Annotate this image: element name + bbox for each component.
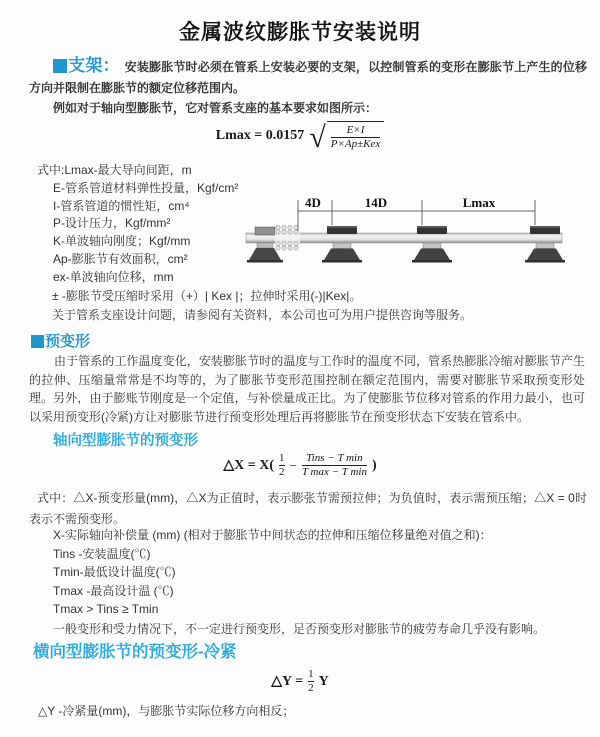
support-example-line: 例如对于轴向型膨胀节，它对管系支座的基本要求如图所示： <box>53 101 378 115</box>
support-lead-text: 安装膨胀节时必须在管系上安装必要的支架，以控制管系的变形在膨胀节上产生的位移方向并限制在膨胀节的额定位移范围内。 <box>29 60 587 95</box>
square-root-icon: √ <box>309 121 326 155</box>
symbol-item: Tmax -最高设计温 (℃) <box>53 583 174 598</box>
dim-label-14d: 14D <box>364 195 388 210</box>
fraction-numerator: Tins − T min <box>306 452 363 464</box>
one-half-fraction <box>279 452 285 479</box>
section-marker-icon <box>31 335 44 348</box>
support-section-intro <box>29 55 587 99</box>
predeform-paragraph: 由于管系的工作温度变化，安装膨胀节时的温度与工作时的温度不同，管系热膨胀冷缩对膨胀节产生的拉伸、压缩量常常是不均等的，为了膨胀节变形范围控制在额定范围内，需要对膨胀节采取预变形处理。另外，由于膨账节刚度是一个定值，与补偿量成正比。为了使膨胀节位移对管系的作用力最小，也可以采用预变形(冷紧)方让对膨胀节进行预变形处理后再将膨胀节在预变形状态下安装在管系中。 <box>29 354 585 424</box>
lateral-predeform-formula <box>0 668 600 695</box>
symbol-item: Tmin-最低设计温度(℃) <box>53 565 176 579</box>
lmax-formula <box>0 121 600 155</box>
axial-predeform-heading: 轴向型膨胀节的预变形 <box>53 433 198 449</box>
lateral-formula-rhs: Y <box>318 673 329 689</box>
lateral-note: △Y -冷紧量(mm)，与膨胀节实际位移方向相反； <box>38 704 295 718</box>
lmax-formula-denominator: P×Ap±Kex <box>330 138 381 151</box>
support-section-heading: 支架： <box>68 56 120 75</box>
temperature-fraction <box>302 452 367 479</box>
pipe-support-diagram <box>245 193 595 268</box>
symbol-definition-list <box>37 162 277 287</box>
axial-formula-close: ) <box>371 457 377 473</box>
plus-minus-note: ± -膨胀节受压缩时采用（+）| Kex |；拉伸时采用(-)|Kex|。 <box>52 289 362 303</box>
minus-operator: − <box>289 457 297 473</box>
symbol-item: X-实际轴向补偿量 (mm) (相对于膨胀节中间状态的拉伸和压缩位移量绝对值之和)： <box>53 528 492 542</box>
lmax-formula-numerator: E×I <box>346 124 365 136</box>
section-marker-icon <box>53 59 67 73</box>
fraction-denominator: 2 <box>308 682 314 695</box>
axial-symbol-list <box>53 526 585 619</box>
definition-item: P-设计压力，Kgf/mm² <box>53 216 171 231</box>
lateral-predeform-heading: 横向型膨胀节的预变形-冷紧 <box>33 643 237 661</box>
guide-support <box>412 226 452 263</box>
predeform-section-heading-row <box>31 330 90 351</box>
fraction-denominator: T max − T min <box>301 466 367 479</box>
definition-item: K-单波轴向刚度；Kgf/mm <box>53 234 191 249</box>
pipe-support-diagram-svg <box>245 193 595 268</box>
dim-label-lmax: Lmax <box>462 195 496 210</box>
lmax-formula-radicand <box>327 121 385 151</box>
predeform-section-heading: 预变形 <box>45 333 91 350</box>
symbol-item: Tins -安装温度(℃) <box>53 546 151 561</box>
definition-item: ex-单波轴向位移，mm <box>53 269 174 284</box>
definition-item: E-管系管道材料弹性投量，Kgf/cm² <box>53 180 239 195</box>
definition-item: I-管系管道的惯性矩，cm⁴ <box>53 198 190 213</box>
symbol-item: Tmax > Tins ≥ Tmin <box>53 602 159 616</box>
consult-note: 关于管系支座设计问题，请参阅有关资料，本公司也可为用户提供咨询等服务。 <box>52 308 473 322</box>
one-half-fraction <box>308 668 314 695</box>
axial-formula-lhs: △X = X( <box>223 458 275 474</box>
page-title: 金属波纹膨胀节安装说明 <box>179 21 421 44</box>
definition-item: Ap-膨胀节有效面积，cm² <box>53 251 188 266</box>
bellows-section <box>275 225 300 250</box>
guide-support <box>525 226 565 263</box>
fraction-numerator: 1 <box>308 668 314 680</box>
guide-support <box>322 226 362 263</box>
axial-predeform-formula <box>0 452 600 479</box>
definition-item: 式中:Lmax-最大导向间距，m <box>37 163 192 177</box>
dim-label-4d: 4D <box>305 195 321 210</box>
lateral-formula-lhs: △Y = <box>271 674 304 690</box>
fraction-denominator: 2 <box>279 466 285 479</box>
fraction-numerator: 1 <box>279 452 285 464</box>
lmax-formula-prefix: Lmax = 0.0157 <box>215 128 305 144</box>
axial-note: 一般变形和受力情况下，不一定进行预变形，足否预变形对膨胀节的疲劳寿命几乎没有影响。 <box>53 622 546 636</box>
axial-formula-explanation: 式中：△X-预变形量(mm)，△X为正值时，表示膨张节需预拉伸；为负值时，表示需预压缩；△X = 0时表示不需预变形。 <box>29 491 587 526</box>
